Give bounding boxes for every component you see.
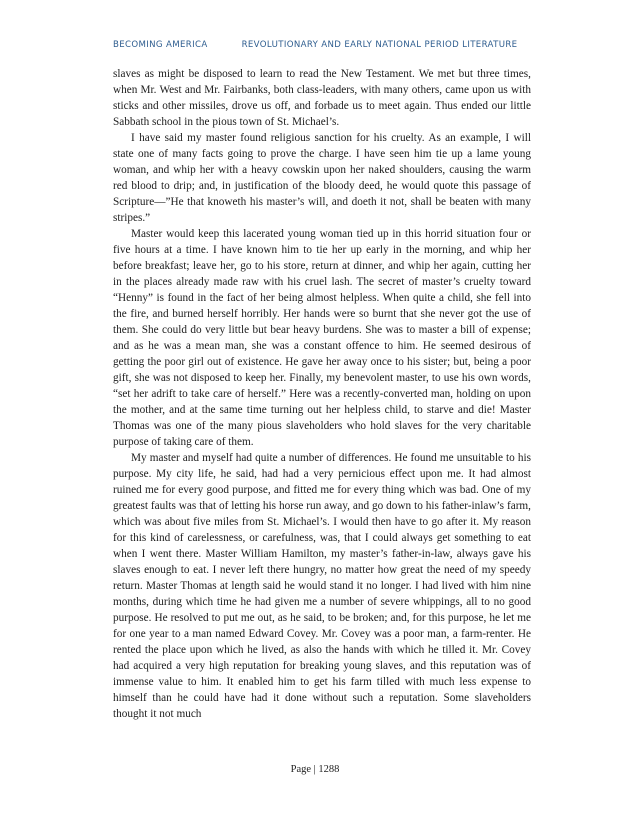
running-header xyxy=(113,40,517,50)
paragraph: My master and myself had quite a number of differences. He found me unsuitable to his purpose. My city life, he said, had had a very pernicious effect upon me. It had almost ruined me for every good purpose, and fitted me for every thing which was bad. One of my greatest faults was that of letting his horse run away, and go down to his father-inlaw’s farm, which was about five miles from St. Michael’s. I would then have to go after it. My reason for this kind of carelessness, or carefulness, was, that I could always get something to eat when I went there. Master William Hamilton, my master’s father-in-law, always gave his slaves enough to eat. I never left there hungry, no matter how great the need of my speedy return. Master Thomas at length said he would stand it no longer. I had lived with him nine months, during which time he had given me a number of severe whippings, all to no good purpose. He resolved to put me out, as he said, to be broken; and, for this purpose, he let me for one year to a man named Edward Covey. Mr. Covey was a poor man, a farm-renter. He rented the place upon which he lived, as also the hands with which he tilled it. Mr. Covey had acquired a very high reputation for breaking young slaves, and this reputation was of immense value to him. It enabled him to get his farm tilled with much less expense to himself than he could have had it done without such a reputation. Some slaveholders thought it not much xyxy=(113,452,531,720)
header-book-title: BECOMING AMERICA xyxy=(113,40,208,50)
header-section-title: REVOLUTIONARY AND EARLY NATIONAL PERIOD LITERATURE xyxy=(241,40,518,50)
paragraph: Master would keep this lacerated young woman tied up in this horrid situation four or five hours at a time. I have known him to tie her up early in the morning, and whip her before breakfast; leave her, go to his store, return at dinner, and whip her again, cutting her in the places already made raw with his cruel lash. The secret of master’s cruelty toward “Henny” is found in the fact of her being almost helpless. When quite a child, she fell into the fire, and burned herself horribly. Her hands were so burnt that she never got the use of them. She could do very little but bear heavy burdens. She was to master a bill of expense; and as he was a mean man, she was a constant offence to him. He seemed desirous of getting the poor girl out of existence. He gave her away once to his sister; but, being a poor gift, she was not disposed to keep her. Finally, my benevolent master, to use his own words, “set her adrift to take care of herself.” Here was a recently-converted man, holding on upon the mother, and at the same time turning out her helpless child, to starve and die! Master Thomas was one of the many pious slaveholders who hold slaves for the very charitable purpose of taking care of them. xyxy=(113,228,531,448)
page-body xyxy=(113,66,531,722)
page-number: Page | 1288 xyxy=(290,764,340,775)
paragraph: I have said my master found religious sanction for his cruelty. As an example, I will state one of many facts going to prove the charge. I have seen him tie up a lame young woman, and whip her with a heavy cowskin upon her naked shoulders, causing the warm red blood to drip; and, in justification of the bloody deed, he would quote this passage of Scripture—”He that knoweth his master’s will, and doeth it not, shall be beaten with many stripes.” xyxy=(113,132,531,224)
paragraph-continued: slaves as might be disposed to learn to read the New Testament. We met but three times, when Mr. West and Mr. Fairbanks, both class-leaders, with many others, came upon us with sticks and other missiles, drove us off, and forbade us to meet again. Thus ended our little Sabbath school in the pious town of St. Michael’s. xyxy=(113,68,531,128)
